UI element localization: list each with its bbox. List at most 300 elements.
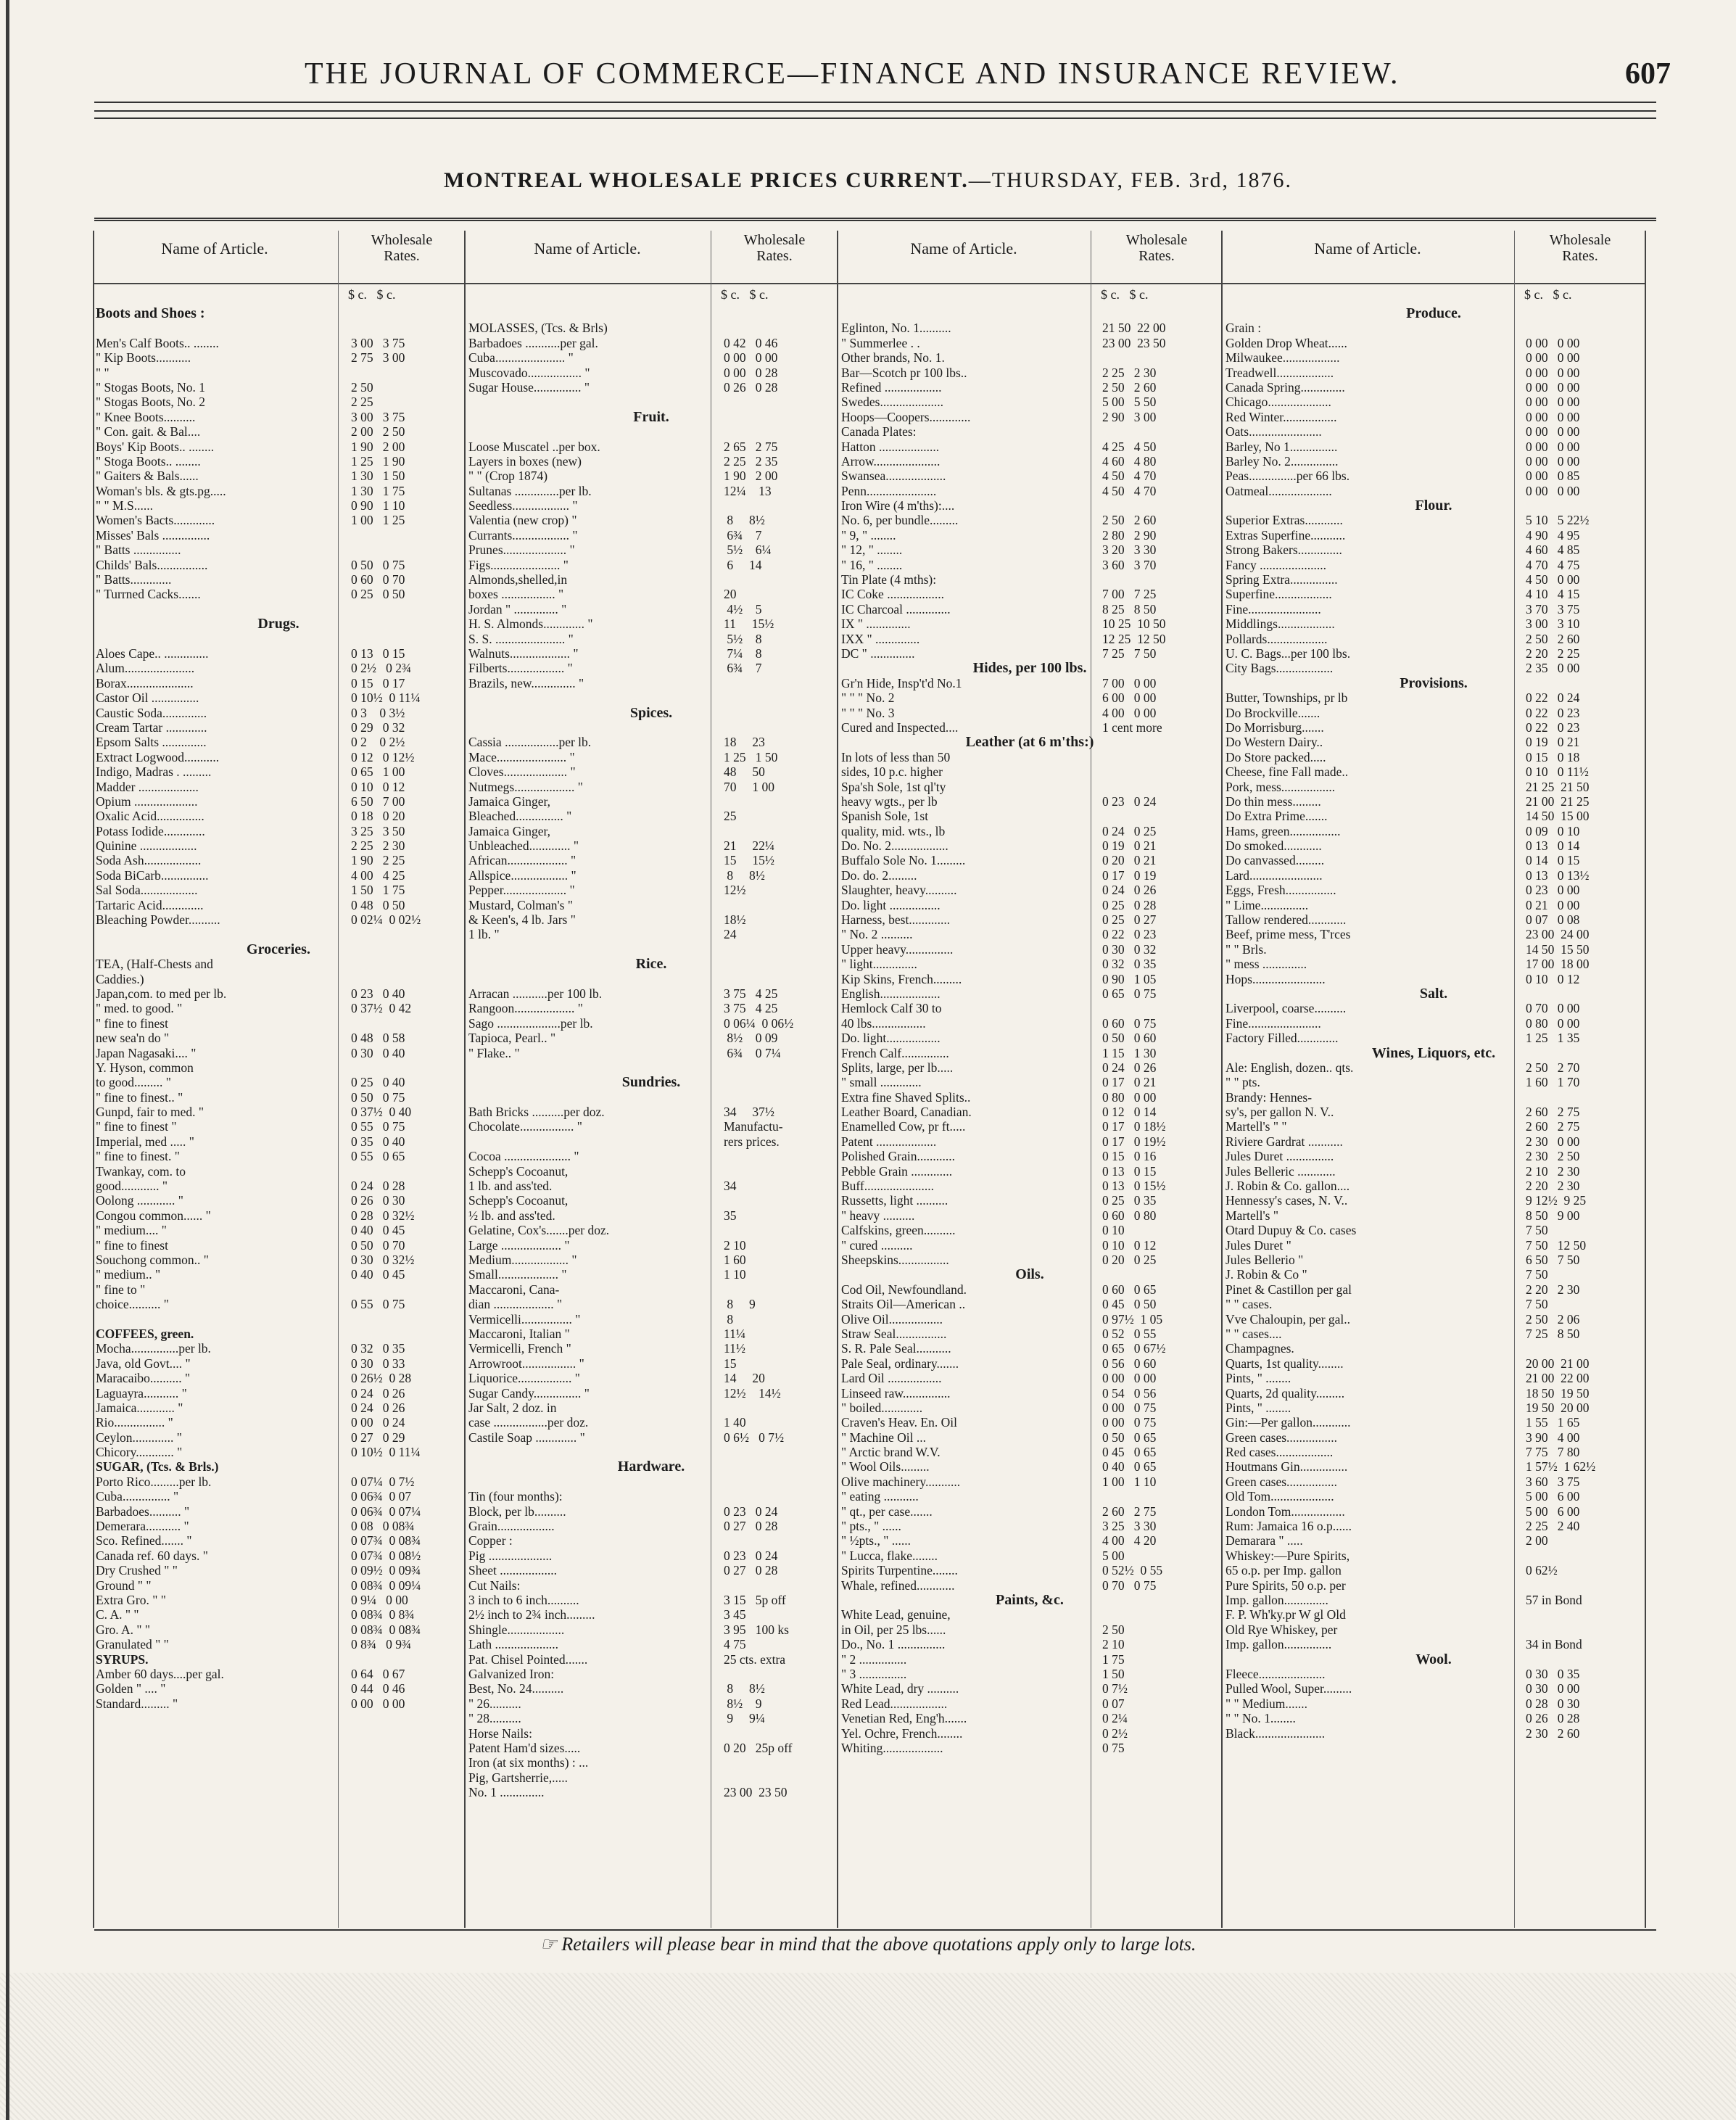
article-name: Splits, large, per lb.....: [841, 1060, 954, 1075]
price-row: [466, 735, 837, 749]
wholesale-rate: 20 00 21 00: [1526, 1356, 1590, 1371]
price-row: [93, 824, 464, 838]
price-row: [466, 853, 837, 867]
article-name: Demerara........... ": [96, 1519, 189, 1534]
wholesale-rate: 0 70 0 00: [1526, 1001, 1580, 1016]
article-name: Best, No. 24..........: [468, 1681, 564, 1696]
wholesale-rate: 0 50 0 75: [351, 557, 405, 572]
price-row: [93, 646, 464, 661]
article-name: Pebble Grain .............: [841, 1163, 953, 1179]
wholesale-rate: 3 60 3 75: [1526, 1474, 1580, 1489]
article-name: " medium.. ": [96, 1267, 161, 1282]
article-name: Fine.......................: [1225, 601, 1321, 616]
wholesale-rate: 18 50 19 50: [1526, 1385, 1590, 1401]
price-row: [1223, 395, 1645, 409]
wholesale-rate: 6¾ 0 7¼: [724, 1045, 781, 1060]
price-row: [93, 424, 464, 439]
price-row: [838, 558, 1221, 572]
wholesale-rate: 0 45 0 65: [1102, 1445, 1157, 1460]
price-row: [466, 543, 837, 557]
article-name: Barbadoes ...........per gal.: [468, 335, 598, 350]
price-row: [838, 484, 1221, 498]
article-name: IC Coke ..................: [841, 587, 944, 602]
wholesale-rate: 0 12 0 12½: [351, 749, 415, 764]
article-name: Old Tom....................: [1225, 1489, 1334, 1504]
article-name: Pinet & Castillon per gal: [1225, 1282, 1352, 1297]
article-name: Whale, refined............: [841, 1577, 955, 1593]
article-name: Cream Tartar .............: [96, 719, 207, 735]
article-name: Pat. Chisel Pointed.......: [468, 1651, 588, 1667]
article-name: " Machine Oil ...: [841, 1430, 926, 1445]
wholesale-rate: 0 2 0 2½: [351, 735, 405, 750]
price-row: [466, 1755, 837, 1770]
price-row: [1223, 1519, 1645, 1533]
price-row: [1223, 1208, 1645, 1223]
article-name: Rice.: [635, 957, 667, 972]
price-row: [466, 780, 837, 794]
article-name: Pollards...................: [1225, 631, 1328, 646]
price-row: [838, 1533, 1221, 1548]
wholesale-rate: 21 00 21 25: [1526, 793, 1590, 809]
wholesale-rate: 5 00: [1102, 1548, 1125, 1563]
article-name: Schepp's Cocoanut,: [468, 1193, 569, 1208]
price-row: [838, 794, 1221, 809]
article-name: ½ lb. and ass'ted.: [468, 1208, 555, 1223]
wholesale-rate: 2 60 2 75: [1102, 1504, 1157, 1519]
price-row: [93, 1134, 464, 1149]
article-name: Riviere Gardrat ...........: [1225, 1134, 1343, 1149]
wholesale-rate: 0 37½ 0 42: [351, 1001, 412, 1016]
price-row: [1223, 543, 1645, 557]
wholesale-rate: 3 20 3 30: [1102, 543, 1157, 558]
price-row: [466, 587, 837, 601]
article-name: Pepper.................... ": [468, 883, 575, 898]
price-row: [1223, 1533, 1645, 1548]
price-row: [838, 750, 1221, 764]
article-name: London Tom.................: [1225, 1504, 1345, 1519]
price-row: [93, 883, 464, 897]
header-rule-3: [94, 117, 1656, 119]
wholesale-rate: 12 25 12 50: [1102, 631, 1166, 646]
article-name: Misses' Bals ...............: [96, 527, 210, 543]
wholesale-rate: 0 25 0 50: [351, 587, 405, 602]
wholesale-rate: 1 75: [1102, 1651, 1125, 1667]
wholesale-rate: 0 13 0 14: [1526, 838, 1580, 854]
price-row: [838, 1696, 1221, 1711]
section-heading: [1223, 1652, 1645, 1667]
article-name: Iron (at six months) : ...: [468, 1755, 589, 1770]
price-row: [1223, 1726, 1645, 1741]
section-heading: [838, 735, 1221, 749]
section-heading: [466, 957, 837, 971]
article-name: Linseed raw...............: [841, 1385, 951, 1401]
article-name: Pig ....................: [468, 1548, 553, 1563]
wholesale-rate: 6¾ 7: [724, 527, 762, 543]
article-name: No. 1 ..............: [468, 1785, 545, 1800]
price-row: [838, 1504, 1221, 1519]
price-row: [1223, 764, 1645, 779]
price-row: [1223, 1060, 1645, 1075]
article-name: Peas...............per 66 lbs.: [1225, 469, 1350, 484]
article-name: Valentia (new crop) ": [468, 513, 577, 528]
article-name: Groceries.: [247, 941, 310, 957]
article-name: Golden Drop Wheat......: [1225, 335, 1347, 350]
article-name: Otard Dupuy & Co. cases: [1225, 1223, 1357, 1238]
article-name: Polished Grain............: [841, 1149, 956, 1164]
wholesale-rate: 2 25 2 40: [1526, 1519, 1580, 1534]
article-name: Do Store packed.....: [1225, 749, 1326, 764]
price-row: [1223, 1667, 1645, 1681]
article-name: dian ................... ": [468, 1297, 563, 1312]
price-row: [93, 1637, 464, 1651]
wholesale-rate: 0 17 0 19: [1102, 867, 1157, 883]
article-name: Sugar Candy............... ": [468, 1385, 590, 1401]
article-name: Gro. A. " ": [96, 1622, 151, 1637]
price-row: [466, 1533, 837, 1548]
article-name: Flour.: [1415, 498, 1452, 513]
price-row: [1223, 1474, 1645, 1489]
price-row: [838, 1297, 1221, 1311]
article-name: Fine.......................: [1225, 1015, 1321, 1031]
price-row: [1223, 1312, 1645, 1327]
article-name: Brandy: Hennes-: [1225, 1089, 1313, 1105]
price-row: [466, 350, 837, 365]
wholesale-rate: 3 15 5p off: [724, 1592, 786, 1607]
price-row: [838, 883, 1221, 897]
article-name: Extras Superfine...........: [1225, 527, 1346, 543]
wholesale-rate: 0 40 0 65: [1102, 1459, 1157, 1474]
wholesale-rate: 6 14: [724, 557, 762, 572]
wholesale-rate: 8 50 9 00: [1526, 1208, 1580, 1223]
wholesale-rate: 0 00 0 00: [1102, 1371, 1157, 1386]
article-name: to good......... ": [96, 1075, 171, 1090]
price-row: [466, 942, 837, 957]
currency-header: $ c. $ c.: [1524, 287, 1572, 302]
article-name: White Lead, dry ..........: [841, 1681, 959, 1696]
article-name: Hoops—Coopers.............: [841, 409, 971, 424]
wholesale-rate: 0 48 0 58: [351, 1031, 405, 1046]
article-name: Imp. gallon..............: [1225, 1592, 1328, 1607]
price-row: [466, 1327, 837, 1341]
wholesale-rate: 4 50 0 00: [1526, 572, 1580, 587]
article-name: Sago ....................per lb.: [468, 1015, 593, 1031]
wholesale-rate: 0 13 0 15: [1102, 1163, 1157, 1179]
price-row: [466, 469, 837, 483]
price-row: [93, 1090, 464, 1105]
price-row: [1223, 1105, 1645, 1119]
price-row: [93, 809, 464, 823]
price-row: [466, 661, 837, 675]
wholesale-rate: 12¼ 13: [724, 483, 772, 498]
wholesale-rate: 2 30 0 00: [1526, 1134, 1580, 1149]
article-name: Muscovado................. ": [468, 365, 590, 380]
article-name: Brazils, new.............. ": [468, 675, 584, 690]
article-name: 1 lb. and ass'ted.: [468, 1179, 553, 1194]
article-name: Red Winter.................: [1225, 409, 1337, 424]
article-name: Demarara " .....: [1225, 1533, 1303, 1548]
article-name: boxes ................. ": [468, 587, 564, 602]
article-name: Cloves.................... ": [468, 764, 576, 780]
price-row: [93, 1253, 464, 1267]
wholesale-rate: 2 50 2 60: [1102, 379, 1157, 395]
price-row: [1223, 1504, 1645, 1519]
price-row: [466, 1430, 837, 1445]
article-name: Upper heavy...............: [841, 941, 954, 957]
article-name: Spa'sh Sole, 1st ql'ty: [841, 779, 946, 794]
wholesale-rate: 5 00 6 00: [1526, 1504, 1580, 1519]
wholesale-rate: 2 20 2 25: [1526, 646, 1580, 661]
rates-header-line2: Rates.: [756, 248, 793, 264]
wholesale-rate: 0 00 0 00: [1526, 453, 1580, 469]
price-row: [838, 410, 1221, 424]
prices-current-title: [0, 168, 1736, 193]
wholesale-rate: 0 00 0 00: [1526, 395, 1580, 410]
article-name: Gunpd, fair to med. ": [96, 1105, 204, 1120]
wholesale-rate: 0 07¼ 0 7½: [351, 1474, 415, 1489]
article-name: H. S. Almonds............. ": [468, 616, 593, 632]
article-name: Martell's ": [1225, 1208, 1278, 1223]
price-row: [838, 498, 1221, 513]
article-name: C. A. " ": [96, 1607, 139, 1622]
wholesale-rate: 0 6½ 0 7½: [724, 1430, 785, 1445]
price-row: [466, 646, 837, 661]
wholesale-rate: 7 75 7 80: [1526, 1445, 1580, 1460]
price-column-2: [466, 231, 837, 1928]
price-row: [466, 1548, 837, 1563]
price-row: [1223, 1090, 1645, 1105]
wholesale-rate: 0 13 0 15: [351, 646, 405, 661]
article-name: Provisions.: [1400, 675, 1468, 691]
article-name: Chicago....................: [1225, 395, 1331, 410]
price-row: [838, 1519, 1221, 1533]
article-name: Lard.......................: [1225, 867, 1323, 883]
wholesale-rate: 2 50 2 60: [1102, 513, 1157, 528]
price-row: [838, 824, 1221, 838]
wholesale-rate: 7 25 8 50: [1526, 1326, 1580, 1341]
article-name: Seedless.................. ": [468, 498, 578, 513]
article-name: Do Brockville.......: [1225, 705, 1320, 720]
article-name: Houtmans Gin...............: [1225, 1459, 1348, 1474]
price-row: [838, 838, 1221, 853]
article-name: Iron Wire (4 m'ths):....: [841, 498, 955, 513]
article-name: African................... ": [468, 853, 576, 868]
wholesale-rate: 7 50: [1526, 1267, 1548, 1282]
article-name: choice.......... ": [96, 1297, 169, 1312]
article-name: Do thin mess.........: [1225, 793, 1321, 809]
wholesale-rate: 0 06¾ 0 07: [351, 1489, 412, 1504]
wholesale-rate: 4 75: [724, 1637, 746, 1652]
article-name: " 2 ...............: [841, 1651, 907, 1667]
article-name: Hatton ...................: [841, 439, 940, 454]
price-row: [838, 587, 1221, 601]
price-row: [1223, 1253, 1645, 1267]
article-name: Imp. gallon...............: [1225, 1637, 1332, 1652]
article-name: Laguayra........... ": [96, 1385, 187, 1401]
article-name: Sheet ..................: [468, 1563, 558, 1578]
article-name: Barbadoes.......... ": [96, 1504, 190, 1519]
price-row: [466, 1371, 837, 1385]
article-name: Bar—Scotch pr 100 lbs..: [841, 365, 967, 380]
price-rows: [1223, 306, 1645, 1741]
article-name: Oolong ............ ": [96, 1193, 183, 1208]
price-row: [466, 498, 837, 513]
price-row: [466, 1415, 837, 1430]
wholesale-rate: 7 25 7 50: [1102, 646, 1157, 661]
article-name: Lard Oil .................: [841, 1371, 942, 1386]
wholesale-rate: 0 24 0 26: [351, 1385, 405, 1401]
section-heading: [1223, 986, 1645, 1001]
article-name: Gin:—Per gallon............: [1225, 1415, 1351, 1430]
article-name: Dry Crushed " ": [96, 1563, 178, 1578]
wholesale-rate: 8: [724, 1311, 734, 1327]
wholesale-rate: 0 32 0 35: [351, 1341, 405, 1356]
article-name: Rum: Jamaica 16 o.p......: [1225, 1519, 1352, 1534]
wholesale-rate: 2 30 2 60: [1526, 1725, 1580, 1741]
price-row: [1223, 1548, 1645, 1563]
section-heading: [93, 942, 464, 957]
price-row: [93, 410, 464, 424]
price-row: [1223, 1267, 1645, 1282]
section-heading: [838, 1267, 1221, 1282]
article-name: Whiskey:—Pure Spirits,: [1225, 1548, 1350, 1563]
price-row: [1223, 809, 1645, 823]
wholesale-rate: 2 10: [1102, 1637, 1125, 1652]
wholesale-rate: 0 22 0 23: [1526, 705, 1580, 720]
price-row: [838, 1312, 1221, 1327]
price-row: [466, 424, 837, 439]
article-name: Childs' Bals................: [96, 557, 208, 572]
wholesale-rate: 0 64 0 67: [351, 1666, 405, 1681]
price-row: [93, 794, 464, 809]
article-name: Do canvassed.........: [1225, 853, 1325, 868]
wholesale-rate: 21 50 22 00: [1102, 321, 1166, 336]
article-name: " small .............: [841, 1075, 922, 1090]
price-row: [838, 1105, 1221, 1119]
price-row: [466, 1667, 837, 1681]
price-row: [93, 706, 464, 720]
currency-header: $ c. $ c.: [1101, 287, 1149, 302]
wholesale-rate: 0 50 0 65: [1102, 1430, 1157, 1445]
price-row: [838, 1459, 1221, 1474]
price-row: [1223, 1341, 1645, 1356]
wholesale-rate: 21 25 21 50: [1526, 779, 1590, 794]
article-name: " " cases....: [1225, 1326, 1282, 1341]
article-name: Jar Salt, 2 doz. in: [468, 1400, 557, 1415]
wholesale-rate: 0 54 0 56: [1102, 1385, 1157, 1401]
wholesale-rate: 1 30 1 75: [351, 483, 405, 498]
section-heading: [466, 706, 837, 720]
article-name: Slaughter, heavy..........: [841, 883, 957, 898]
article-name: sides, 10 p.c. higher: [841, 764, 943, 780]
wholesale-rate: 0 08¾ 0 8¾: [351, 1607, 415, 1622]
wholesale-rate: 3 00 3 75: [351, 335, 405, 350]
article-name: Large ................... ": [468, 1237, 570, 1253]
price-row: [838, 454, 1221, 469]
price-row: [1223, 558, 1645, 572]
price-row: [93, 1016, 464, 1031]
scan-noise: [0, 1973, 1736, 2120]
article-name: Nutmegs................... ": [468, 779, 583, 794]
section-heading: [466, 1459, 837, 1474]
article-name: Straw Seal................: [841, 1326, 947, 1341]
article-name: Do. do. 2.........: [841, 867, 917, 883]
article-name: Arrowroot................. ": [468, 1356, 584, 1371]
price-row: [1223, 706, 1645, 720]
article-name: " medium.... ": [96, 1223, 167, 1238]
price-row: [466, 809, 837, 823]
wholesale-rate: 9 9¼: [724, 1711, 765, 1726]
price-row: [466, 484, 837, 498]
price-row: [1223, 927, 1645, 941]
price-row: [838, 440, 1221, 454]
article-name: Barley No. 2...............: [1225, 453, 1339, 469]
article-name: Eggs, Fresh................: [1225, 883, 1336, 898]
wholesale-rate: 0 00 0 00: [1526, 424, 1580, 440]
wholesale-rate: 0 08 0 08¾: [351, 1519, 415, 1534]
wholesale-rate: 0 15 0 16: [1102, 1149, 1157, 1164]
price-row: [466, 898, 837, 912]
wholesale-rate: 1 90 2 00: [351, 439, 405, 454]
article-name: Tallow rendered............: [1225, 912, 1347, 928]
retailers-note: [0, 1934, 1736, 1955]
price-row: [838, 676, 1221, 690]
price-row: [466, 1253, 837, 1267]
wholesale-rate: 7 50: [1526, 1297, 1548, 1312]
rates-header-line1: Wholesale: [743, 232, 806, 248]
article-name: IX " ..............: [841, 616, 911, 632]
article-name: Maccaroni, Cana-: [468, 1282, 560, 1297]
price-row: [466, 1770, 837, 1785]
wholesale-rate: 0 00 0 75: [1102, 1415, 1157, 1430]
price-row: [1223, 424, 1645, 439]
price-row: [1223, 572, 1645, 587]
article-name: Fancy .....................: [1225, 557, 1327, 572]
article-name: Leather (at 6 m'ths:): [965, 735, 1094, 750]
article-name: " Stoga Boots.. ........: [96, 453, 201, 469]
price-row: [838, 957, 1221, 971]
price-row: [838, 572, 1221, 587]
wholesale-rate: 2 90 3 00: [1102, 409, 1157, 424]
article-name: Women's Bacts.............: [96, 513, 215, 528]
article-name: " Batts.............: [96, 572, 172, 587]
wholesale-rate: 57 in Bond: [1526, 1592, 1582, 1607]
article-name: Prunes.................... ": [468, 543, 575, 558]
wholesale-rate: 0 2½ 0 2¾: [351, 661, 412, 676]
price-row: [838, 632, 1221, 646]
wholesale-rate: 2 50 2 70: [1526, 1060, 1580, 1075]
rates-header-line1: Wholesale: [1125, 232, 1188, 248]
price-row: [838, 1741, 1221, 1755]
article-name: Spring Extra...............: [1225, 572, 1338, 587]
article-name: Bleaching Powder..........: [96, 912, 220, 928]
price-row: [93, 1179, 464, 1193]
article-name: " " Brls.: [1225, 941, 1267, 957]
price-row: [1223, 1327, 1645, 1341]
price-row: [1223, 1637, 1645, 1651]
wholesale-rate: 1 90 2 25: [351, 853, 405, 868]
wholesale-rate: 0 00 0 24: [351, 1415, 405, 1430]
article-name: DC " ..............: [841, 646, 915, 661]
wholesale-rate: 0 37½ 0 40: [351, 1105, 412, 1120]
wholesale-rate: 35: [724, 1208, 737, 1223]
price-row: [93, 366, 464, 380]
price-row: [466, 1741, 837, 1755]
wholesale-rate: 0 12 0 14: [1102, 1105, 1157, 1120]
wholesale-rate: 0 28 0 30: [1526, 1696, 1580, 1711]
wholesale-rate: 2 50: [351, 379, 373, 395]
article-name: S. S. ...................... ": [468, 631, 574, 646]
article-name: " fine to ": [96, 1282, 146, 1297]
